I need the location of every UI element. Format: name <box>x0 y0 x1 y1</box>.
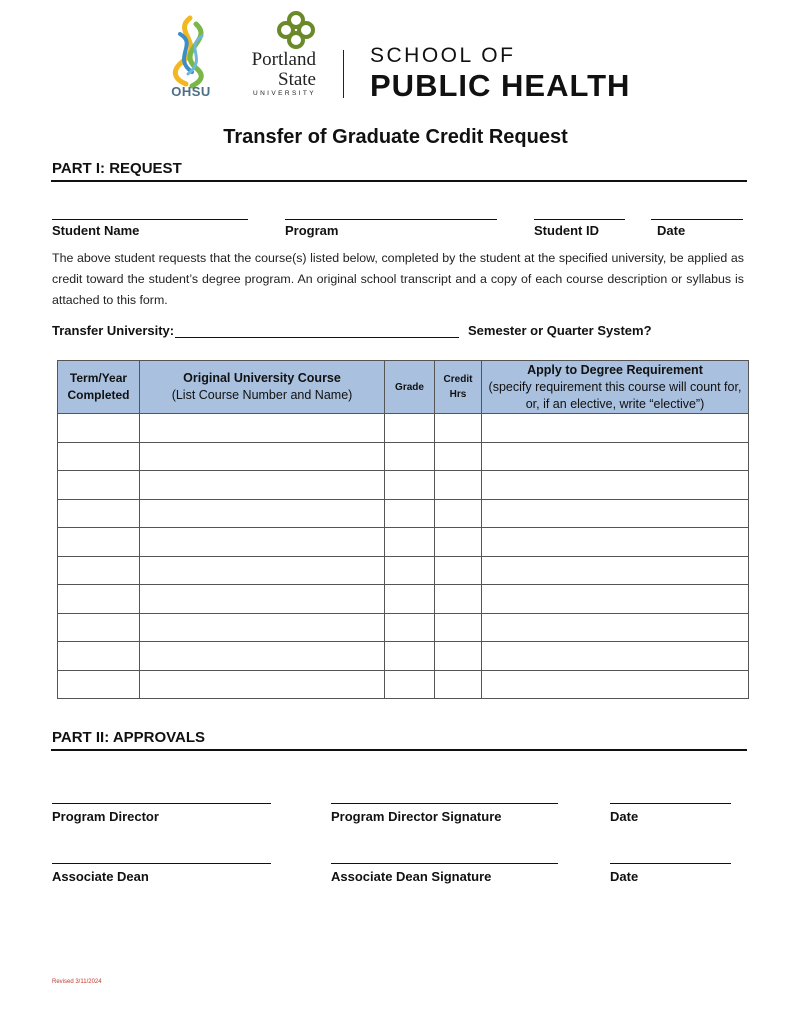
credit-cell[interactable] <box>435 642 482 671</box>
program-director-label: Program Director <box>52 809 159 824</box>
requirement-cell[interactable] <box>482 528 749 557</box>
part1-divider <box>51 180 747 182</box>
term-cell[interactable] <box>58 471 140 500</box>
student-name-field[interactable] <box>52 219 248 220</box>
associate-dean-signature-label: Associate Dean Signature <box>331 869 492 884</box>
term-cell[interactable] <box>58 642 140 671</box>
part2-divider <box>51 749 747 751</box>
program-director-date-label: Date <box>610 809 639 824</box>
ohsu-wordmark: OHSU <box>171 84 211 99</box>
table-row <box>58 556 749 585</box>
table-row <box>58 670 749 699</box>
psu-university-text: UNIVERSITY <box>252 90 316 97</box>
credit-cell[interactable] <box>435 442 482 471</box>
grade-cell[interactable] <box>385 556 435 585</box>
associate-dean-date-field[interactable] <box>610 863 731 864</box>
course-cell[interactable] <box>140 670 385 699</box>
requirement-cell[interactable] <box>482 414 749 443</box>
semester-quarter-label: Semester or Quarter System? <box>468 323 652 338</box>
table-row <box>58 613 749 642</box>
credit-cell[interactable] <box>435 613 482 642</box>
program-label: Program <box>285 223 339 238</box>
course-cell[interactable] <box>140 556 385 585</box>
credit-cell[interactable] <box>435 414 482 443</box>
revised-date: Revised 3/11/2024 <box>52 979 102 985</box>
credit-cell[interactable] <box>435 499 482 528</box>
requirement-cell[interactable] <box>482 442 749 471</box>
program-director-name-field[interactable] <box>52 803 271 804</box>
psu-wordmark: Portland State <box>251 49 316 90</box>
course-cell[interactable] <box>140 499 385 528</box>
program-director-signature-label: Program Director Signature <box>331 809 502 824</box>
col-grade: Grade <box>385 361 435 414</box>
program-director-date-field[interactable] <box>610 803 731 804</box>
col-term-year: Term/Year Completed <box>58 361 140 414</box>
grade-cell[interactable] <box>385 670 435 699</box>
term-cell[interactable] <box>58 556 140 585</box>
part2-heading: PART II: APPROVALS <box>52 729 206 746</box>
term-cell[interactable] <box>58 670 140 699</box>
credit-cell[interactable] <box>435 585 482 614</box>
program-field[interactable] <box>285 219 497 220</box>
term-cell[interactable] <box>58 585 140 614</box>
course-cell[interactable] <box>140 528 385 557</box>
term-cell[interactable] <box>58 442 140 471</box>
term-cell[interactable] <box>58 613 140 642</box>
credit-cell[interactable] <box>435 556 482 585</box>
course-cell[interactable] <box>140 442 385 471</box>
part1-heading: PART I: REQUEST <box>52 160 182 177</box>
table-row <box>58 414 749 443</box>
grade-cell[interactable] <box>385 642 435 671</box>
table-row <box>58 499 749 528</box>
term-cell[interactable] <box>58 528 140 557</box>
table-row <box>58 528 749 557</box>
requirement-cell[interactable] <box>482 585 749 614</box>
course-cell[interactable] <box>140 585 385 614</box>
term-cell[interactable] <box>58 414 140 443</box>
term-cell[interactable] <box>58 499 140 528</box>
school-name-line1: SCHOOL OF <box>370 44 516 67</box>
course-cell[interactable] <box>140 414 385 443</box>
grade-cell[interactable] <box>385 414 435 443</box>
associate-dean-signature-field[interactable] <box>331 863 558 864</box>
table-row <box>58 471 749 500</box>
requirement-cell[interactable] <box>482 642 749 671</box>
psu-logo-icon <box>276 10 316 50</box>
school-name-line2: PUBLIC HEALTH <box>370 68 631 103</box>
course-cell[interactable] <box>140 471 385 500</box>
course-cell[interactable] <box>140 642 385 671</box>
col-original-course: Original University Course (List Course Number and Name) <box>140 361 385 414</box>
col-apply-requirement: Apply to Degree Requirement (specify requirement this course will count for, or, if an elective, write “elective”) <box>482 361 749 414</box>
grade-cell[interactable] <box>385 585 435 614</box>
student-id-label: Student ID <box>534 223 599 238</box>
logo-divider <box>343 50 344 98</box>
requirement-cell[interactable] <box>482 499 749 528</box>
intro-paragraph: The above student requests that the course(s) listed below, completed by the student at the specified university, be applied as credit toward the student’s degree program. An original school transcript and a copy of each course description or syllabus is attached to this form. <box>52 251 744 307</box>
student-id-field[interactable] <box>534 219 625 220</box>
grade-cell[interactable] <box>385 613 435 642</box>
grade-cell[interactable] <box>385 528 435 557</box>
associate-dean-label: Associate Dean <box>52 869 149 884</box>
credit-cell[interactable] <box>435 670 482 699</box>
table-row <box>58 642 749 671</box>
transfer-university-field[interactable] <box>175 337 459 338</box>
form-title: Transfer of Graduate Credit Request <box>223 126 568 148</box>
date-label: Date <box>657 223 686 238</box>
student-name-label: Student Name <box>52 223 140 238</box>
transfer-university-label: Transfer University: <box>52 323 175 338</box>
credit-cell[interactable] <box>435 528 482 557</box>
requirement-cell[interactable] <box>482 613 749 642</box>
date-field[interactable] <box>651 219 743 220</box>
associate-dean-name-field[interactable] <box>52 863 271 864</box>
col-credit-hrs: Credit Hrs <box>435 361 482 414</box>
requirement-cell[interactable] <box>482 556 749 585</box>
associate-dean-date-label: Date <box>610 869 639 884</box>
grade-cell[interactable] <box>385 471 435 500</box>
table-row <box>58 585 749 614</box>
table-header-row <box>58 361 749 414</box>
course-cell[interactable] <box>140 613 385 642</box>
grade-cell[interactable] <box>385 442 435 471</box>
requirement-cell[interactable] <box>482 471 749 500</box>
grade-cell[interactable] <box>385 499 435 528</box>
table-row <box>58 442 749 471</box>
requirement-cell[interactable] <box>482 670 749 699</box>
credit-cell[interactable] <box>435 471 482 500</box>
program-director-signature-field[interactable] <box>331 803 558 804</box>
course-table <box>57 360 749 699</box>
